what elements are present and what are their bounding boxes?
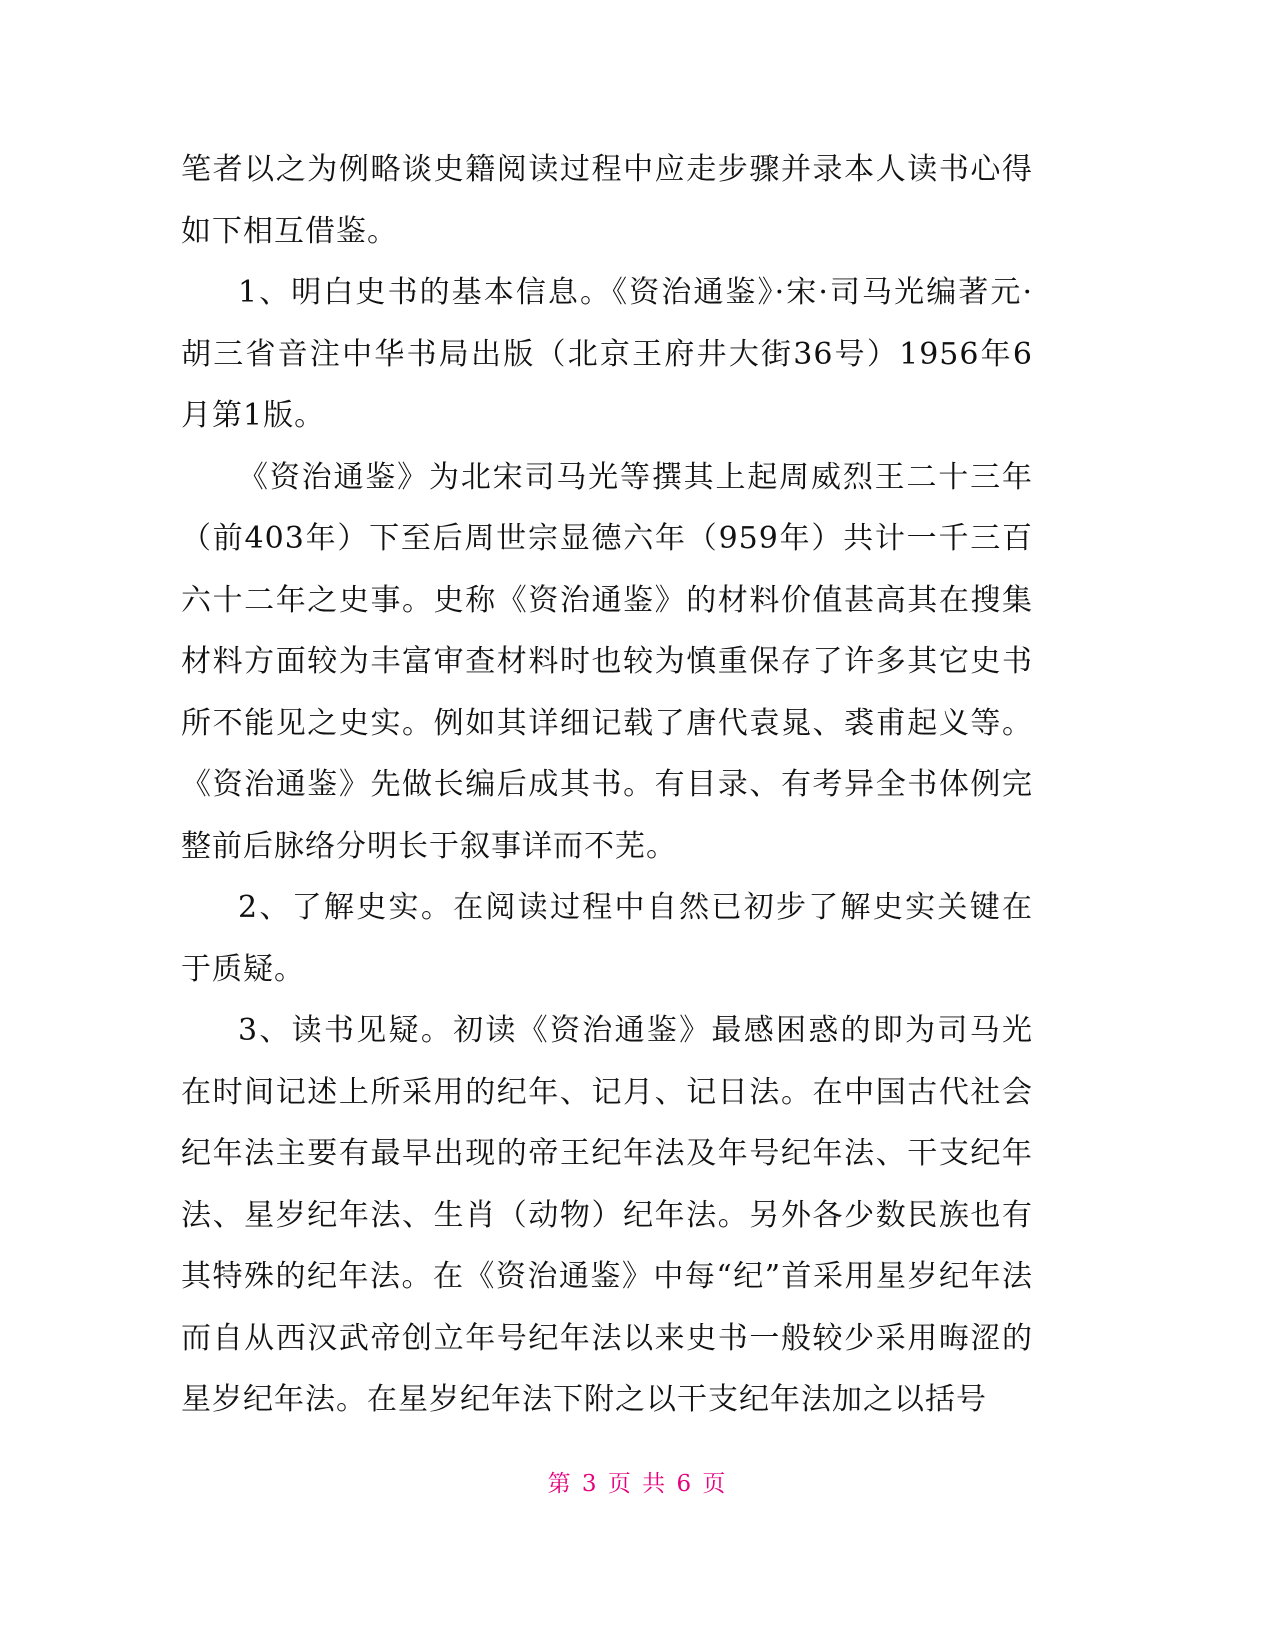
paragraph-intro: 笔者以之为例略谈史籍阅读过程中应走步骤并录本人读书心得如下相互借鉴。 — [181, 152, 1033, 249]
document-body — [181, 139, 1033, 1431]
page-number-footer: 第 3 页 共 6 页 — [547, 1471, 728, 1497]
paragraph-zizhi-tongjian: 《资治通鉴》为北宋司马光等撰其上起周威烈王二十三年（前403年）下至后周世宗显德六年（959年）共计一千三百六十二年之史事。史称《资治通鉴》的材料价值甚高其在搜集材料方面较为丰富审查材料时也较为慎重保存了许多其它史书所不能见之史实。例如其详细记载了唐代袁晁、裘甫起义等。《资治通鉴》先做长编后成其书。有目录、有考异全书体例完整前后脉络分明长于叙事详而不芜。 — [181, 459, 1033, 864]
paragraph-step-2: 2、了解史实。在阅读过程中自然已初步了解史实关键在于质疑。 — [181, 890, 1033, 987]
paragraph-step-3: 3、读书见疑。初读《资治通鉴》最感困惑的即为司马光在时间记述上所采用的纪年、记月、记日法。在中国古代社会纪年法主要有最早出现的帝王纪年法及年号纪年法、干支纪年法、星岁纪年法、生肖（动物）纪年法。另外各少数民族也有其特殊的纪年法。在《资治通鉴》中每“纪”首采用星岁纪年法而自从西汉武帝创立年号纪年法以来史书一般较少采用晦涩的星岁纪年法。在星岁纪年法下附之以干支纪年法加之以括号 — [181, 1013, 1033, 1417]
paragraph-step-1: 1、明白史书的基本信息。《资治通鉴》·宋·司马光编著元·胡三省音注中华书局出版（北京王府井大街36号）1956年6月第1版。 — [181, 275, 1033, 433]
